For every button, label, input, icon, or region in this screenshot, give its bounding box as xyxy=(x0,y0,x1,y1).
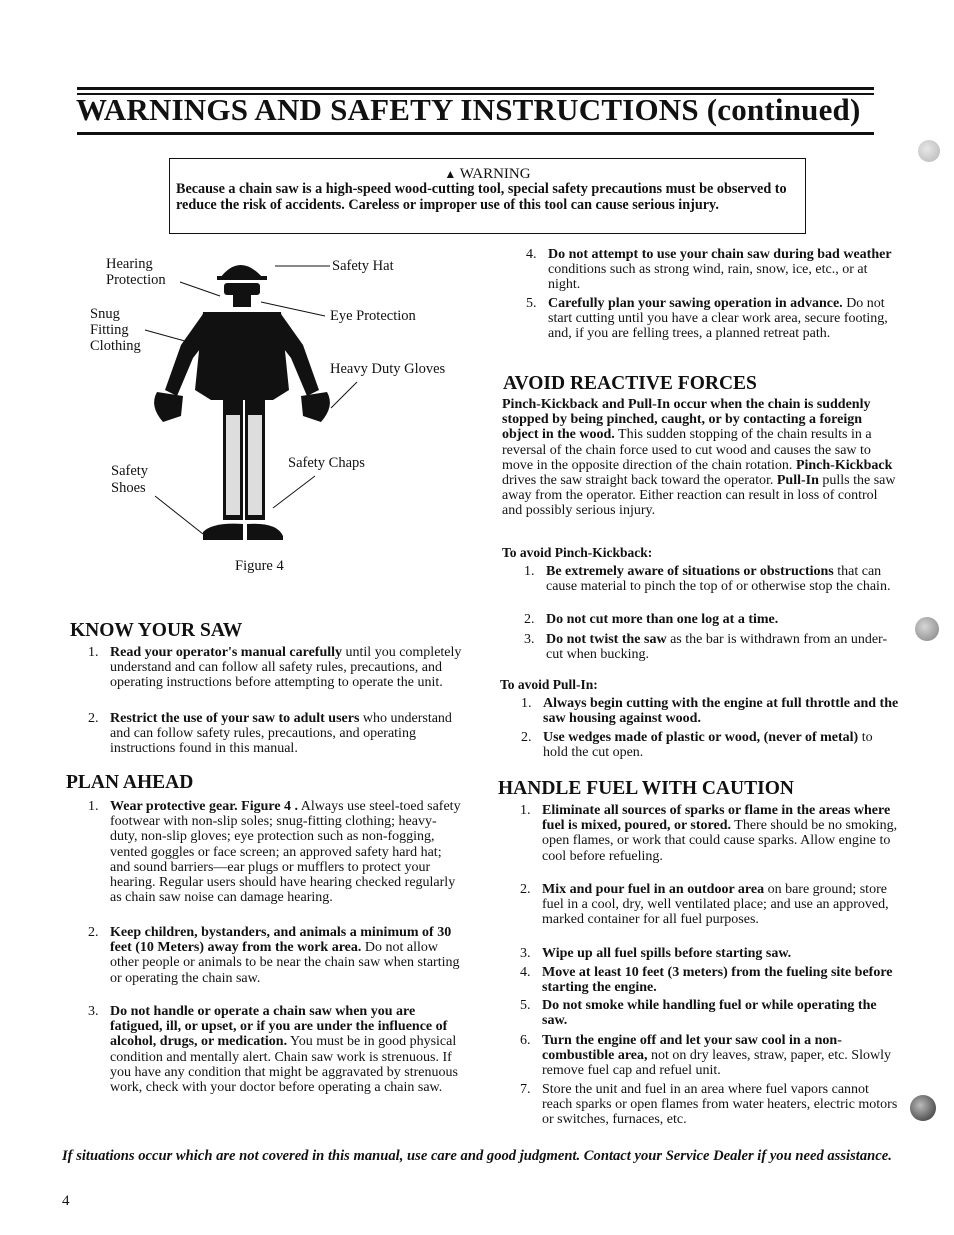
list-item: 1. Read your operator's manual carefully until you completely understand and can follow all safety rules, precautions, and operating instructions before attempting to operate the unit. xyxy=(88,645,462,691)
list-item: 3. Do not handle or operate a chain saw when you are fatigued, ill, or upset, or if you are under the influence of alcohol, drugs, or medication. You must be in good physical condition and mentally alert. Chain saw work is strenuous. If you have any condition that might be aggravated by strenuous work, check with your doctor before operating a chain saw. xyxy=(88,1004,458,1096)
list-item: 1. Always begin cutting with the engine at full throttle and the saw housing against wood. xyxy=(521,696,899,727)
label-chaps: Safety Chaps xyxy=(288,455,365,471)
list-item: 2. Restrict the use of your saw to adult users who understand and can follow safety rules, precautions, and operating instructions found in this manual. xyxy=(88,711,452,757)
safety-gear-figure xyxy=(85,250,475,550)
list-item: 4. Move at least 10 feet (3 meters) from the fueling site before starting the engine. xyxy=(520,965,893,996)
binder-hole-mark xyxy=(910,1095,936,1121)
list-item: 3. Do not twist the saw as the bar is withdrawn from an under-cut when bucking. xyxy=(524,632,888,663)
plan-ahead-heading: PLAN AHEAD xyxy=(66,772,194,793)
binder-hole-mark xyxy=(918,140,940,162)
label-safety-hat: Safety Hat xyxy=(332,258,394,274)
page-number: 4 xyxy=(62,1193,70,1209)
list-item: 2. Keep children, bystanders, and animals a minimum of 30 feet (10 Meters) away from the work area. Do not allow other people or animals to be near the chain saw when starting or operating the chain saw. xyxy=(88,925,460,986)
know-your-saw-heading: KNOW YOUR SAW xyxy=(70,620,243,641)
label-safety: Safety xyxy=(111,463,149,479)
list-item: 6. Turn the engine off and let your saw cool in a non-combustible area, not on dry leaves, straw, paper, etc. Slowly remove fuel cap and refuel unit. xyxy=(520,1033,891,1079)
label-hearing: Hearing xyxy=(106,256,153,272)
label-clothing: Clothing xyxy=(90,338,141,354)
safety-person-illustration xyxy=(85,250,475,550)
page-title: WARNINGS AND SAFETY INSTRUCTIONS (continued) xyxy=(76,92,861,127)
label-fitting: Fitting xyxy=(90,322,129,338)
warning-heading: ▲ WARNING xyxy=(444,166,531,182)
header-rule-bottom xyxy=(77,132,874,135)
label-protection: Protection xyxy=(106,272,166,288)
list-item: 5. Carefully plan your sawing operation in advance. Do not start cutting until you have a clear work area, secure footing, and, if you are felling trees, a planned retreat path. xyxy=(526,296,888,342)
reactive-forces-paragraph: Pinch-Kickback and Pull-In occur when the chain is suddenly stopped by being pinched, caught, or by contacting a foreign object in the wood. This sudden stopping of the chain results in a reversal of the chain force used to cut wood and causes the saw to move in the opposite direction of the chain rotation. Pinch-Kickback drives the saw straight back toward the operator. Pull-In pulls the saw away from the operator. Either reaction can result in loss of control and possibly serious injury. xyxy=(502,397,896,519)
label-eye-protection: Eye Protection xyxy=(330,308,416,324)
label-shoes: Shoes xyxy=(111,480,146,496)
avoid-reactive-forces-heading: AVOID REACTIVE FORCES xyxy=(503,373,757,394)
handle-fuel-heading: HANDLE FUEL WITH CAUTION xyxy=(498,778,794,799)
list-item: 2. Do not cut more than one log at a time. xyxy=(524,612,779,627)
list-item: 5. Do not smoke while handling fuel or while operating the saw. xyxy=(520,998,877,1029)
list-item: 3. Wipe up all fuel spills before starting saw. xyxy=(520,946,792,961)
pinch-kickback-heading: To avoid Pinch-Kickback: xyxy=(502,545,653,560)
list-item: 2. Mix and pour fuel in an outdoor area on bare ground; store fuel in a cool, dry, well ventilated place; and use an approved, marked container for all fuel purposes. xyxy=(520,882,889,928)
warning-triangle-icon: ▲ xyxy=(444,167,457,181)
list-item: 7. Store the unit and fuel in an area where fuel vapors cannot reach sparks or open flames from water heaters, electric motors or switches, furnaces, etc. xyxy=(520,1082,898,1128)
list-item: 2. Use wedges made of plastic or wood, (never of metal) to hold the cut open. xyxy=(521,730,873,761)
warning-text: Because a chain saw is a high-speed wood-cutting tool, special safety precautions must be observed to reduce the risk of accidents. Careless or improper use of this tool can cause serious injury. xyxy=(176,181,787,213)
figure-caption: Figure 4 xyxy=(235,558,284,574)
list-item: 1. Eliminate all sources of sparks or flame in the areas where fuel is mixed, poured, or stored. There should be no smoking, open flames, or work that could cause sparks. Allow engine to cool before refueling. xyxy=(520,803,898,864)
binder-hole-mark xyxy=(915,617,939,641)
pull-in-heading: To avoid Pull-In: xyxy=(500,677,598,692)
header-rule-top xyxy=(77,87,874,90)
list-item: 1. Wear protective gear. Figure 4 . Always use steel-toed safety footwear with non-slip soles; snug-fitting clothing; heavy-duty, non-slip gloves; eye protection such as non-fogging, vented goggles or face screen; an approved safety hard hat; and sound barriers—ear plugs or mufflers to protect your hearing. Regular users should have hearing checked regularly as chain saw noise can damage hearing. xyxy=(88,799,461,906)
label-gloves: Heavy Duty Gloves xyxy=(330,361,446,377)
footer-note: If situations occur which are not covered in this manual, use care and good judgment. Contact your Service Dealer if you need assistance. xyxy=(62,1148,892,1164)
label-snug: Snug xyxy=(90,306,120,322)
list-item: 1. Be extremely aware of situations or obstructions that can cause material to pinch the top of or otherwise stop the chain. xyxy=(524,564,891,595)
list-item: 4. Do not attempt to use your chain saw during bad weather conditions such as strong wind, rain, snow, ice, etc., or at night. xyxy=(526,247,892,293)
warning-box xyxy=(169,158,806,234)
